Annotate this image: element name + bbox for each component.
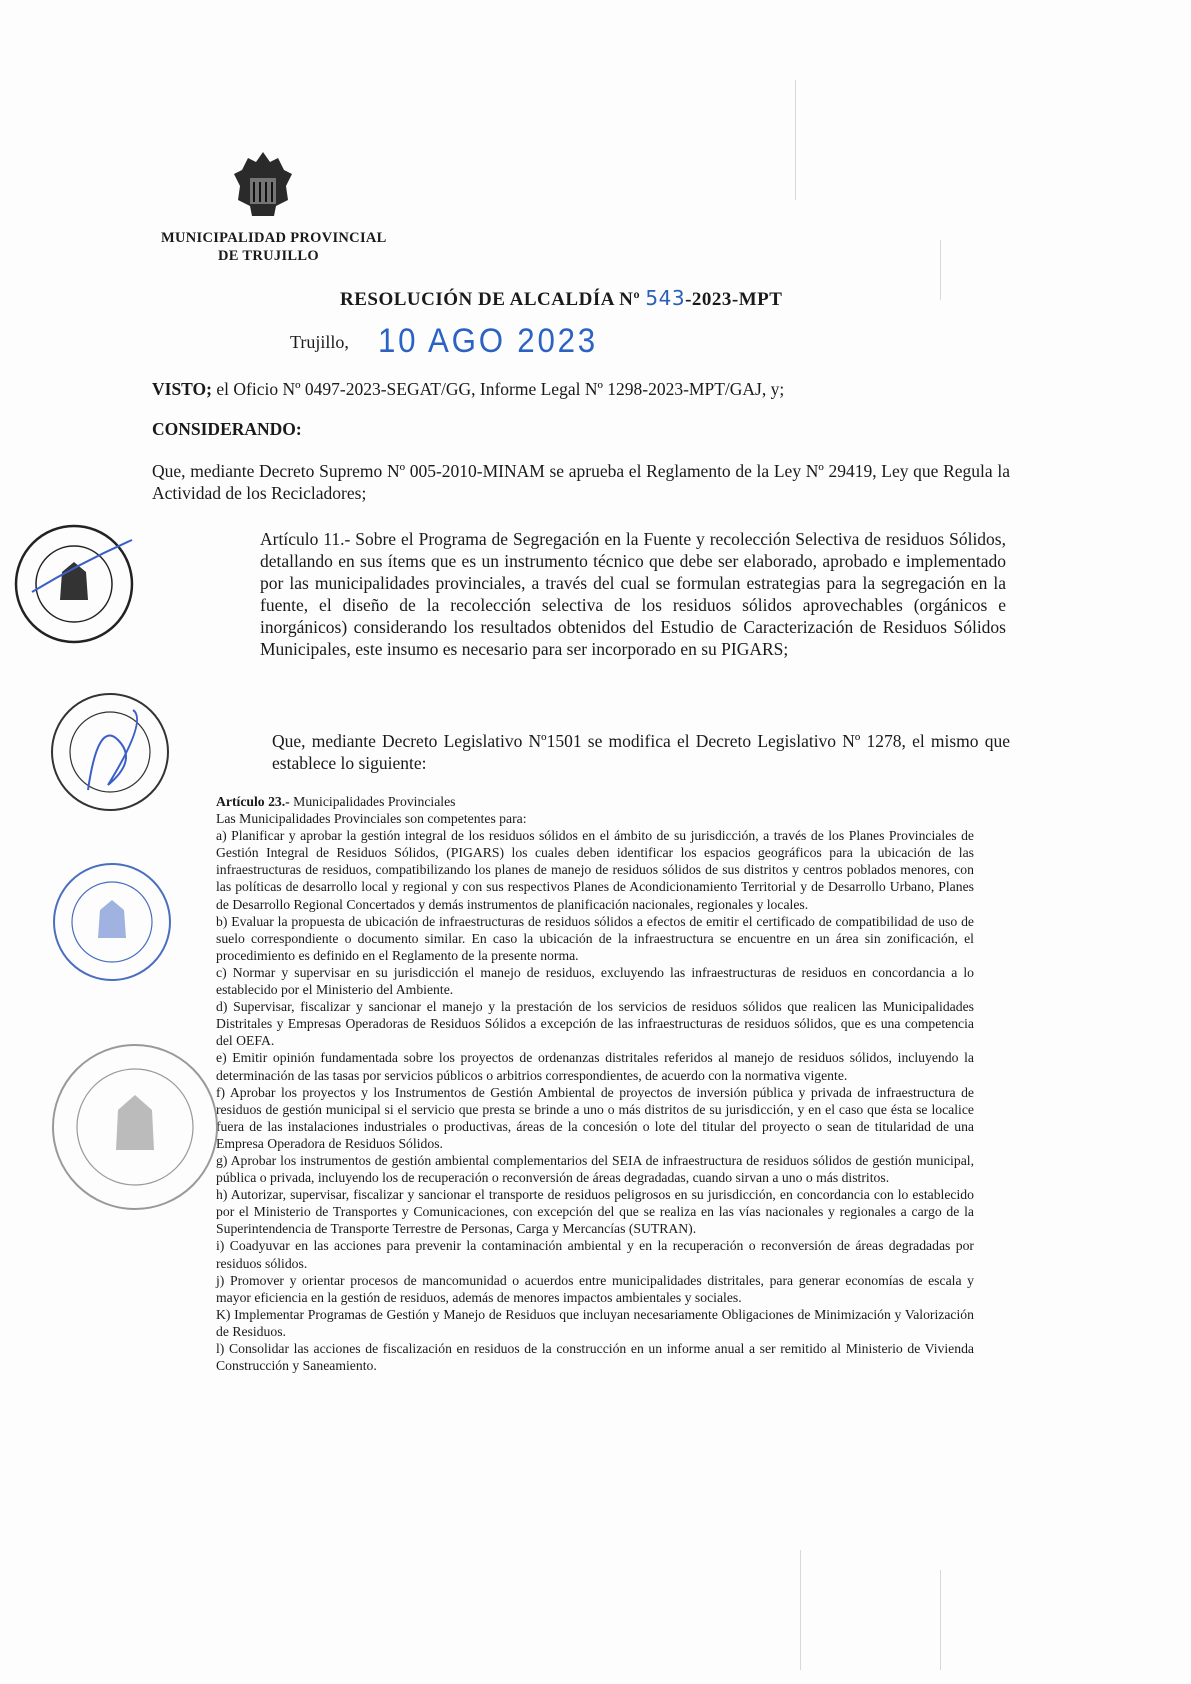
list-item: j) Promover y orientar procesos de mancomunidad o acuerdos entre municipalidades distritales, para generar economías de escala y mayor eficiencia en la gestión de residuos, además de menores impactos ambientales y sociales. <box>216 1272 974 1305</box>
scan-artifact <box>940 1570 941 1670</box>
gerencia-municipal-seal-stamp <box>48 1040 223 1215</box>
list-item: d) Supervisar, fiscalizar y sancionar el manejo y la prestación de los servicios de residuos sólidos que realicen las Municipalidades Distritales y Empresas Operadoras de Residuos Sólidos a excepción de las infraestructuras de residuos sólidos, que es una competencia del OEFA. <box>216 999 974 1049</box>
visto-text: el Oficio Nº 0497-2023-SEGAT/GG, Informe Legal Nº 1298-2023-MPT/GAJ, y; <box>211 379 785 399</box>
paragraph-decreto-supremo: Que, mediante Decreto Supremo Nº 005-2010-MINAM se aprueba el Reglamento de la Ley Nº 29419, Ley que Regula la Actividad de los Recicladores; <box>152 461 1010 503</box>
resolution-title-suffix: -2023-MPT <box>685 289 783 310</box>
article-23-intro: Las Municipalidades Provinciales son competentes para: <box>216 811 527 827</box>
article-23-heading <box>216 793 974 810</box>
article-23-block <box>216 793 974 1374</box>
list-item: f) Aprobar los proyectos y los Instrumentos de Gestión Ambiental de proyectos de inversión pública y privada de infraestructura de residuos de gestión municipal si el servicio que presta se brinde a uno o más distritos de su jurisdicción, y en el caso que ésta se localice fuera de las instalaciones industriales o productivas, áreas de la concesión o lote del titular del proyecto o sean de titularidad de una Empresa Operadora de Residuos Sólidos. <box>216 1084 974 1151</box>
article-23-title: Municipalidades Provinciales <box>289 794 456 809</box>
asesoria-juridica-seal-stamp <box>48 690 173 815</box>
scan-artifact <box>795 80 796 200</box>
signature-stroke <box>88 710 137 790</box>
secretaria-general-seal-stamp <box>50 860 175 985</box>
list-item: e) Emitir opinión fundamentada sobre los proyectos de ordenanzas distritales referidos al manejo de residuos sólidos, incluyendo la determinación de las tasas por servicios públicos o arbitrios correspondientes, de acuerdo con la normativa vigente. <box>216 1050 974 1083</box>
list-item: h) Autorizar, supervisar, fiscalizar y sancionar el transporte de residuos peligrosos en su jurisdicción, en concordancia con lo establecido por el Ministerio de Transportes y Comunicaciones, con excepción del que se realiza en las vías nacionales y regionales a cargo de la Superintendencia de Transporte Terrestre de Personas, Carga y Mercancías (SUTRAN). <box>216 1187 974 1237</box>
dateline-city: Trujillo, <box>290 332 349 352</box>
scan-artifact <box>940 240 941 300</box>
institution-name-line1: MUNICIPALIDAD PROVINCIAL <box>161 230 387 246</box>
paragraph-decreto-legislativo: Que, mediante Decreto Legislativo Nº1501 se modifica el Decreto Legislativo Nº 1278, el mismo que establece lo siguiente: <box>272 731 1010 773</box>
scan-artifact <box>800 1550 801 1670</box>
alcaldia-seal-stamp <box>12 522 136 646</box>
list-item: b) Evaluar la propuesta de ubicación de infraestructuras de residuos sólidos a efectos de emitir el certificado de compatibilidad de uso de suelo correspondiente o documento similar. En caso la ubicación de la infraestructura se encuentre en un área sin zonificación, el procedimiento es definido en el Reglamento de la presente norma. <box>216 913 974 963</box>
list-item: l) Consolidar las acciones de fiscalización en residuos de la construcción en un informe anual a ser remitido al Ministerio de Vivienda Construcción y Saneamiento. <box>216 1341 974 1374</box>
list-item: a) Planificar y aprobar la gestión integral de los residuos sólidos en el ámbito de su jurisdicción, a través de los Planes Provinciales de Gestión Integral de Residuos Sólidos, (PIGARS) los cuales deben identificar los espacios geográficos para la ubicación de las infraestructuras de residuos, compatibilizando los planes de manejo de residuos sólidos de sus distritos y centros poblados menores, con las políticas de desarrollo local y regional y con sus respectivos Planes de Acondicionamiento Territorial y de Desarrollo Urbano, Planes de Desarrollo Regional Concertados y demás instrumentos de planificación nacionales, regionales y locales. <box>216 828 974 912</box>
visto-label: VISTO; <box>152 379 212 399</box>
article-11-quote: Artículo 11.- Sobre el Programa de Segregación en la Fuente y recolección Selectiva de residuos Sólidos, detallando en sus ítems que es un instrumento técnico que debe ser elaborado, aprobado e implementado por las municipalidades provinciales, a través del cual se formulan estrategias para la segregación en la fuente, el diseño de la recolección selectiva de los residuos sólidos aprovechables (orgánicos e inorgánicos) considerando los resultados obtenidos del Estudio de Caracterización de Residuos Sólidos Municipales, este insumo es necesario para ser incorporado en su PIGARS; <box>260 529 1006 659</box>
list-item: c) Normar y supervisar en su jurisdicción el manejo de residuos, excluyendo las infraestructuras de residuos en concordancia a lo establecido por el Ministerio del Ambiente. <box>216 964 974 998</box>
institution-name-line2: DE TRUJILLO <box>218 248 319 264</box>
list-item: g) Aprobar los instrumentos de gestión ambiental complementarios del SEIA de infraestructura de residuos sólidos de gestión municipal, pública o privada, incluyendo los de recuperación o reconversión de áreas degradadas, cuando sirvan a uno o más distritos. <box>216 1152 974 1186</box>
list-item: K) Implementar Programas de Gestión y Manejo de Residuos que incluyan necesariamente Obligaciones de Minimización y Valorización de Residuos. <box>216 1306 974 1339</box>
resolution-title-prefix: RESOLUCIÓN DE ALCALDÍA Nº <box>340 289 641 310</box>
list-item: i) Coadyuvar en las acciones para prevenir la contaminación ambiental y en la recuperación o reconversión de áreas degradadas por residuos sólidos. <box>216 1238 974 1271</box>
date-stamp: 10 AGO 2023 <box>378 322 598 360</box>
resolution-title <box>340 286 782 311</box>
handwritten-resolution-number: 543 <box>645 286 686 310</box>
considerando-heading: CONSIDERANDO: <box>152 419 302 439</box>
article-23-number: Artículo 23.- <box>216 794 290 809</box>
visto-paragraph <box>152 378 1052 400</box>
municipal-coat-of-arms-icon <box>228 148 298 220</box>
